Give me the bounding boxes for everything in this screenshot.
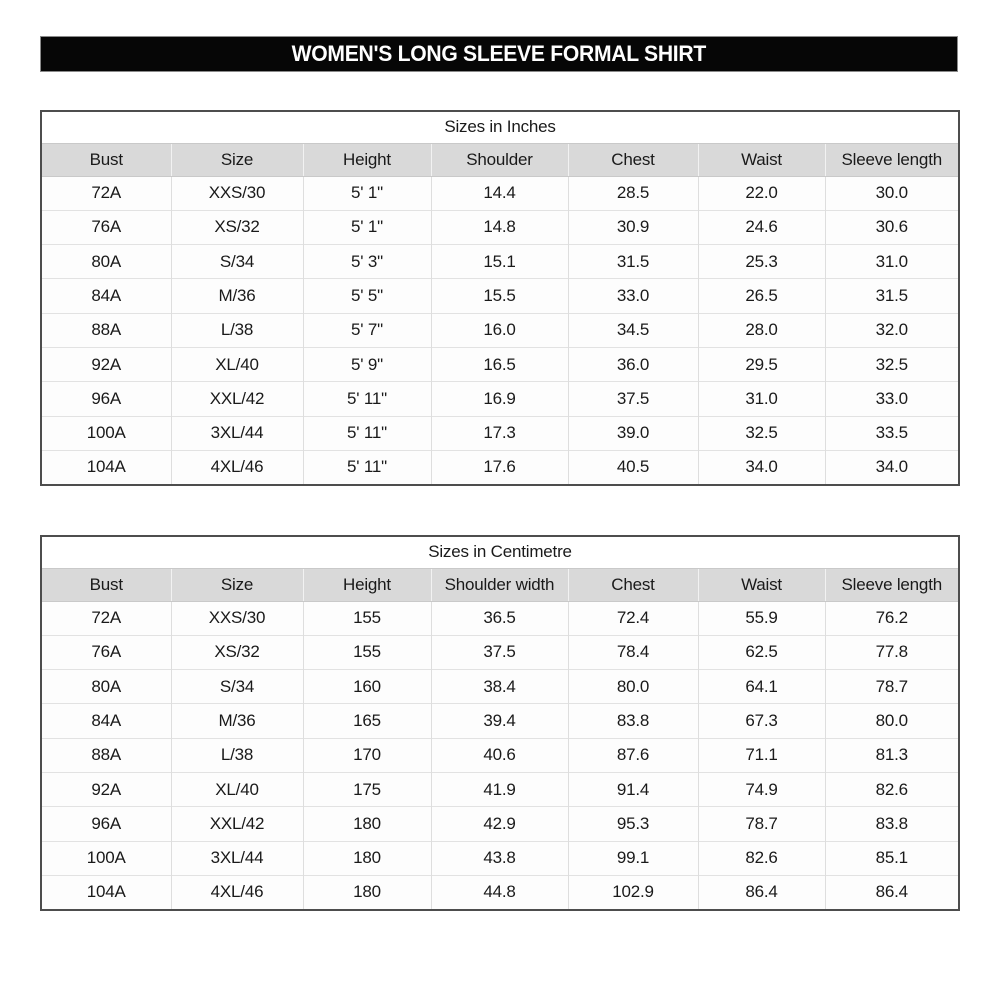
page-title: WOMEN'S LONG SLEEVE FORMAL SHIRT: [291, 41, 707, 66]
table-cell: 33.0: [825, 382, 959, 416]
table-cell: 33.5: [825, 416, 959, 450]
table-row: [41, 704, 959, 738]
table-cell: 72A: [41, 601, 171, 635]
table-row: [41, 279, 959, 313]
table-cell: 30.6: [825, 210, 959, 244]
table-cell: 180: [303, 807, 431, 841]
table-cell: 99.1: [568, 841, 698, 875]
table-cell: 67.3: [698, 704, 825, 738]
table-cell: 28.0: [698, 313, 825, 347]
table-cell: 17.6: [431, 450, 568, 484]
column-header: Height: [303, 143, 431, 176]
table-cell: XL/40: [171, 772, 303, 806]
table-row: [41, 313, 959, 347]
table-cell: M/36: [171, 279, 303, 313]
table-cell: 15.5: [431, 279, 568, 313]
table-cell: 175: [303, 772, 431, 806]
table-row: [41, 176, 959, 210]
table-cell: XXS/30: [171, 176, 303, 210]
table-cell: 165: [303, 704, 431, 738]
table-title-row: [41, 111, 959, 143]
table-cell: 5' 11": [303, 416, 431, 450]
table-cell: 24.6: [698, 210, 825, 244]
table-row: [41, 245, 959, 279]
table-cell: 78.7: [698, 807, 825, 841]
column-header: Chest: [568, 568, 698, 601]
table-cell: 31.0: [825, 245, 959, 279]
table-cell: 72.4: [568, 601, 698, 635]
table-header-row: [41, 568, 959, 601]
table-cell: 4XL/46: [171, 875, 303, 909]
table-cell: 40.5: [568, 450, 698, 484]
table-cell: 92A: [41, 347, 171, 381]
table-row: [41, 875, 959, 909]
column-header: Shoulder: [431, 143, 568, 176]
table-cell: 180: [303, 875, 431, 909]
table-cell: 100A: [41, 416, 171, 450]
table-cell: 34.5: [568, 313, 698, 347]
table-cell: 83.8: [568, 704, 698, 738]
table-cell: 91.4: [568, 772, 698, 806]
column-header: Chest: [568, 143, 698, 176]
table-cell: 5' 5": [303, 279, 431, 313]
table-cell: 31.0: [698, 382, 825, 416]
table-cell: 102.9: [568, 875, 698, 909]
table-cell: S/34: [171, 245, 303, 279]
table-cell: 34.0: [825, 450, 959, 484]
table-cell: 88A: [41, 738, 171, 772]
table-cell: 16.5: [431, 347, 568, 381]
table-cell: 5' 7": [303, 313, 431, 347]
table-cell: L/38: [171, 313, 303, 347]
table-cell: 86.4: [825, 875, 959, 909]
table-cell: XXS/30: [171, 601, 303, 635]
table-row: [41, 670, 959, 704]
table-title: Sizes in Centimetre: [41, 536, 959, 568]
table-cell: 104A: [41, 450, 171, 484]
table-row: [41, 347, 959, 381]
table-cell: 39.0: [568, 416, 698, 450]
table-cell: 55.9: [698, 601, 825, 635]
table-cell: 30.9: [568, 210, 698, 244]
table-cell: 76A: [41, 210, 171, 244]
table-cell: 3XL/44: [171, 841, 303, 875]
column-header: Bust: [41, 568, 171, 601]
table-cell: 4XL/46: [171, 450, 303, 484]
table-cell: XXL/42: [171, 382, 303, 416]
table-cell: 28.5: [568, 176, 698, 210]
table-cell: 84A: [41, 704, 171, 738]
table-cell: 5' 11": [303, 382, 431, 416]
table-row: [41, 841, 959, 875]
table-cell: 31.5: [825, 279, 959, 313]
table-cell: 76.2: [825, 601, 959, 635]
table-row: [41, 635, 959, 669]
table-cell: 5' 1": [303, 210, 431, 244]
table-cell: 170: [303, 738, 431, 772]
table-cell: 40.6: [431, 738, 568, 772]
table-row: [41, 416, 959, 450]
table-cell: 5' 3": [303, 245, 431, 279]
table-cell: 16.0: [431, 313, 568, 347]
table-cell: 85.1: [825, 841, 959, 875]
table-cell: M/36: [171, 704, 303, 738]
table-cell: 22.0: [698, 176, 825, 210]
table-cell: 5' 9": [303, 347, 431, 381]
table-row: [41, 807, 959, 841]
table-cell: 78.7: [825, 670, 959, 704]
table-cell: 38.4: [431, 670, 568, 704]
table-cell: 82.6: [825, 772, 959, 806]
column-header: Sleeve length: [825, 568, 959, 601]
table-cell: L/38: [171, 738, 303, 772]
table-cell: 14.4: [431, 176, 568, 210]
table-cell: 86.4: [698, 875, 825, 909]
table-cell: 180: [303, 841, 431, 875]
column-header: Waist: [698, 143, 825, 176]
table-cell: 32.5: [698, 416, 825, 450]
table-cell: 80A: [41, 245, 171, 279]
table-row: [41, 772, 959, 806]
column-header: Height: [303, 568, 431, 601]
title-banner: [40, 36, 958, 72]
table-cell: 39.4: [431, 704, 568, 738]
table-cell: 95.3: [568, 807, 698, 841]
table-cell: 82.6: [698, 841, 825, 875]
table-cell: 77.8: [825, 635, 959, 669]
table-row: [41, 210, 959, 244]
table-cell: 62.5: [698, 635, 825, 669]
table-cell: 96A: [41, 382, 171, 416]
table-cell: 3XL/44: [171, 416, 303, 450]
table-cell: 37.5: [431, 635, 568, 669]
column-header: Size: [171, 568, 303, 601]
table-cell: 33.0: [568, 279, 698, 313]
table-cell: 76A: [41, 635, 171, 669]
table-cell: 44.8: [431, 875, 568, 909]
table-cell: 80.0: [825, 704, 959, 738]
table-cell: 92A: [41, 772, 171, 806]
table-header-row: [41, 143, 959, 176]
table-title: Sizes in Inches: [41, 111, 959, 143]
table-title-row: [41, 536, 959, 568]
table-cell: XS/32: [171, 635, 303, 669]
table-cell: 17.3: [431, 416, 568, 450]
table-cell: 32.0: [825, 313, 959, 347]
table-cell: XL/40: [171, 347, 303, 381]
table-cell: 160: [303, 670, 431, 704]
column-header: Shoulder width: [431, 568, 568, 601]
table-cell: 155: [303, 601, 431, 635]
table-row: [41, 601, 959, 635]
table-cell: 42.9: [431, 807, 568, 841]
column-header: Waist: [698, 568, 825, 601]
column-header: Sleeve length: [825, 143, 959, 176]
table-cell: 84A: [41, 279, 171, 313]
table-cell: 78.4: [568, 635, 698, 669]
table-cell: 37.5: [568, 382, 698, 416]
table-cell: 80A: [41, 670, 171, 704]
table-cell: 36.5: [431, 601, 568, 635]
column-header: Size: [171, 143, 303, 176]
table-cell: 72A: [41, 176, 171, 210]
table-cell: 104A: [41, 875, 171, 909]
table-cell: 5' 1": [303, 176, 431, 210]
table-cell: 100A: [41, 841, 171, 875]
table-cell: 71.1: [698, 738, 825, 772]
table-cell: 74.9: [698, 772, 825, 806]
table-cell: 16.9: [431, 382, 568, 416]
table-cell: 96A: [41, 807, 171, 841]
table-cell: 81.3: [825, 738, 959, 772]
table-cell: 5' 11": [303, 450, 431, 484]
table-cell: 34.0: [698, 450, 825, 484]
table-cell: 64.1: [698, 670, 825, 704]
table-cell: 83.8: [825, 807, 959, 841]
table-cell: 14.8: [431, 210, 568, 244]
table-row: [41, 738, 959, 772]
table-cell: XS/32: [171, 210, 303, 244]
table-cell: 31.5: [568, 245, 698, 279]
table-cell: 43.8: [431, 841, 568, 875]
sizes-in-inches-table: [40, 110, 960, 486]
table-cell: 29.5: [698, 347, 825, 381]
table-row: [41, 382, 959, 416]
table-cell: 26.5: [698, 279, 825, 313]
column-header: Bust: [41, 143, 171, 176]
table-cell: 155: [303, 635, 431, 669]
table-cell: 36.0: [568, 347, 698, 381]
table-cell: 41.9: [431, 772, 568, 806]
table-cell: 15.1: [431, 245, 568, 279]
table-cell: S/34: [171, 670, 303, 704]
table-row: [41, 450, 959, 484]
table-cell: 25.3: [698, 245, 825, 279]
sizes-in-centimetre-table: [40, 535, 960, 911]
table-cell: 80.0: [568, 670, 698, 704]
table-cell: XXL/42: [171, 807, 303, 841]
table-cell: 32.5: [825, 347, 959, 381]
table-cell: 30.0: [825, 176, 959, 210]
table-cell: 87.6: [568, 738, 698, 772]
table-cell: 88A: [41, 313, 171, 347]
